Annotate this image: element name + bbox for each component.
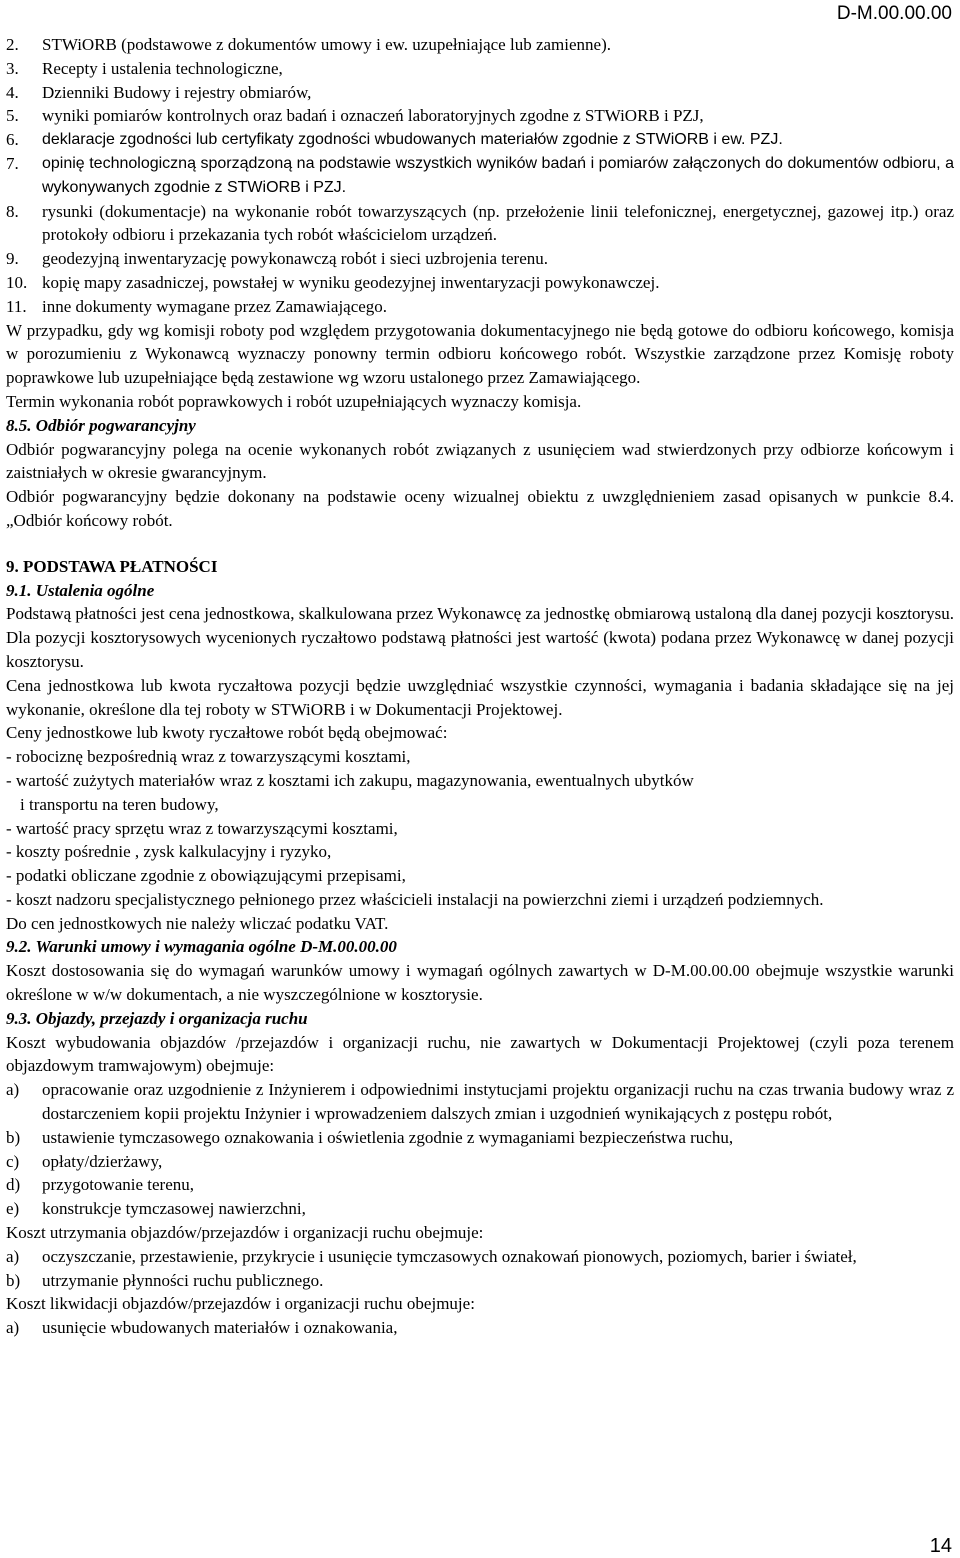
cost-component-item: - wartość zużytych materiałów wraz z kosztami ich zakupu, magazynowania, ewentualnych ubytków	[6, 770, 694, 790]
cost-component-item: - wartość pracy sprzętu wraz z towarzyszącymi kosztami,	[6, 818, 398, 838]
list-item	[6, 1126, 954, 1150]
list-item-text: wyniki pomiarów kontrolnych oraz badań i oznaczeń laboratoryjnych zgodne z STWiORB i PZJ,	[42, 106, 704, 126]
list-item-number: c)	[6, 1151, 20, 1171]
document-code: D-M.00.00.00	[836, 3, 952, 24]
paragraph-contract-conditions: Koszt dostosowania się do wymagań warunków umowy i wymagań ogólnych zawartych w D-M.00.00.00 obejmuje wszystkie warunki określone w w/w dokumentach, a nie wyszczególnione w kosztorysie.	[6, 961, 954, 1005]
paragraph-detour-maintain: Koszt utrzymania objazdów/przejazdów i organizacji ruchu obejmuje:	[6, 1223, 484, 1243]
list-item-number: 7.	[6, 153, 19, 173]
cost-component-item: - koszty pośrednie , zysk kalkulacyjny i ryzyko,	[6, 842, 332, 862]
paragraph-not-ready: W przypadku, gdy wg komisji roboty pod względem przygotowania dokumentacyjnego nie będą gotowe do odbioru końcowego, komisja w porozumieniu z Wykonawcą wyznaczy ponowny termin odbioru końcowego robót. Wszystkie zarządzone przez Komisję roboty poprawkowe lub uzupełniające będą zestawione wg wzoru ustalonego przez Zamawiającego.	[6, 320, 954, 388]
paragraph-payment-basis: Podstawą płatności jest cena jednostkowa, skalkulowana przez Wykonawcę za jednostkę obmiarową ustaloną dla danej pozycji kosztorysu.	[6, 604, 955, 624]
list-item-text: usunięcie wbudowanych materiałów i oznakowania,	[42, 1318, 398, 1338]
list-item-number: 6.	[6, 130, 19, 150]
list-item-number: 10.	[6, 272, 28, 292]
list-item-number: 3.	[6, 58, 19, 78]
list-item-number: b)	[6, 1127, 21, 1147]
paragraph-detour-build: Koszt wybudowania objazdów /przejazdów i organizacji ruchu, nie zawartych w Dokumentacji Projektowej (czyli poza terenem objazdowym tramwajowym) obejmuje:	[6, 1032, 954, 1076]
list-item-number: 11.	[6, 296, 27, 316]
cost-component-item: - podatki obliczane zgodnie z obowiązującymi przepisami,	[6, 866, 406, 886]
detour-build-list	[6, 1078, 954, 1221]
list-item-number: a)	[6, 1080, 20, 1100]
list-item-text: kopię mapy zasadniczej, powstałej w wyniku geodezyjnej inwentaryzacji powykonawczej.	[42, 272, 660, 292]
list-item-number: a)	[6, 1318, 20, 1338]
list-item	[6, 247, 954, 271]
detour-remove-list	[6, 1316, 954, 1340]
heading-9-3: 9.3. Objazdy, przejazdy i organizacja ruchu	[6, 1008, 308, 1028]
paragraph-detour-remove: Koszt likwidacji objazdów/przejazdów i organizacji ruchu obejmuje:	[6, 1294, 475, 1314]
list-item	[6, 104, 954, 128]
page-content	[6, 0, 954, 1340]
list-item-number: 4.	[6, 82, 19, 102]
list-item	[6, 81, 954, 105]
list-item-text: Recepty i ustalenia technologiczne,	[42, 58, 283, 78]
list-item	[6, 152, 954, 200]
list-item-text: rysunki (dokumentacje) na wykonanie robót towarzyszących (np. przełożenie linii telefonicznej, energetycznej, gazowej itp.) oraz protokoły odbioru i przekazania tych robót właścicielom urządzeń.	[42, 201, 954, 245]
list-item-text: oczyszczanie, przestawienie, przykrycie i usunięcie tymczasowych oznakowań pionowych, poziomych, barier i świateł,	[42, 1246, 857, 1266]
paragraph-deadline: Termin wykonania robót poprawkowych i robót uzupełniających wyznaczy komisja.	[6, 391, 582, 411]
paragraph-prices-include: Ceny jednostkowe lub kwoty ryczałtowe robót będą obejmować:	[6, 723, 448, 743]
list-item-text: opracowanie oraz uzgodnienie z Inżynierem i odpowiednimi instytucjami projektu organizacji ruchu na czas trwania budowy wraz z dostarczeniem kopii projektu Inżynier i wprowadzeniem dalszych zmian i uzgodnień wynikających z postępu robót,	[42, 1080, 954, 1124]
list-item-number: b)	[6, 1270, 21, 1290]
list-item-number: e)	[6, 1199, 20, 1219]
list-item	[6, 57, 954, 81]
detour-maintain-list	[6, 1245, 954, 1293]
list-item	[6, 1173, 954, 1197]
list-item	[6, 200, 954, 248]
cost-component-item: - robociznę bezpośrednią wraz z towarzyszącymi kosztami,	[6, 747, 411, 767]
list-item-text: opłaty/dzierżawy,	[42, 1151, 163, 1171]
list-item	[6, 33, 954, 57]
list-item-number: 5.	[6, 106, 19, 126]
paragraph-post-warranty-1: Odbiór pogwarancyjny polega na ocenie wykonanych robót związanych z usunięciem wad stwierdzonych przy odbiorze końcowym i zaistniałych w okresie gwarancyjnym.	[6, 439, 954, 483]
documents-list	[6, 33, 954, 319]
list-item-number: 9.	[6, 249, 19, 269]
heading-8-5: 8.5. Odbiór pogwarancyjny	[6, 415, 196, 435]
list-item-text: geodezyjną inwentaryzację powykonawczą robót i sieci uzbrojenia terenu.	[42, 249, 548, 269]
list-item	[6, 1316, 954, 1340]
list-item-number: 8.	[6, 201, 19, 221]
cost-component-item: - koszt nadzoru specjalistycznego pełnionego przez właścicieli instalacji na powierzchni ziemi i urządzeń podziemnych.	[6, 889, 824, 909]
list-item	[6, 1078, 954, 1126]
list-item-text: inne dokumenty wymagane przez Zamawiającego.	[42, 296, 388, 316]
list-item-text: utrzymanie płynności ruchu publicznego.	[42, 1270, 324, 1290]
page-number: 14	[929, 1535, 952, 1557]
list-item	[6, 1150, 954, 1174]
heading-9: 9. PODSTAWA PŁATNOŚCI	[6, 556, 218, 576]
list-item	[6, 1197, 954, 1221]
paragraph-unit-price: Cena jednostkowa lub kwota ryczałtowa pozycji będzie uwzględniać wszystkie czynności, wymagania i badania składające się na jej wykonanie, określone dla tej roboty w STWiORB i w Dokumentacji Projektowej.	[6, 675, 954, 719]
list-item	[6, 271, 954, 295]
list-item-text: przygotowanie terenu,	[42, 1175, 194, 1195]
list-item-text: ustawienie tymczasowego oznakowania i oświetlenia zgodnie z wymaganiami bezpieczeństwa ruchu,	[42, 1127, 734, 1147]
list-item-number: 2.	[6, 35, 19, 54]
list-item-number: d)	[6, 1175, 21, 1195]
list-item-text: STWiORB (podstawowe z dokumentów umowy i ew. uzupełniające lub zamienne).	[42, 35, 611, 54]
list-item	[6, 128, 954, 152]
paragraph-post-warranty-2: Odbiór pogwarancyjny będzie dokonany na podstawie oceny wizualnej obiektu z uwzględnieniem zasad opisanych w punkcie 8.4. „Odbiór końcowy robót.	[6, 487, 954, 530]
list-item-text: opinię technologiczną sporządzoną na podstawie wszystkich wyników badań i pomiarów załączonych do dokumentów odbioru, a wykonywanych zgodnie z STWiORB i PZJ.	[42, 154, 954, 196]
heading-9-1: 9.1. Ustalenia ogólne	[6, 580, 155, 600]
cost-component-continuation: i transportu na teren budowy,	[20, 794, 219, 814]
list-item	[6, 1245, 954, 1269]
paragraph-vat: Do cen jednostkowych nie należy wliczać podatku VAT.	[6, 913, 389, 933]
heading-9-2: 9.2. Warunki umowy i wymagania ogólne D-M.00.00.00	[6, 937, 397, 957]
list-item	[6, 1269, 954, 1293]
list-item-text: deklaracje zgodności lub certyfikaty zgodności wbudowanych materiałów zgodnie z STWiORB i ew. PZJ.	[42, 131, 783, 149]
paragraph-lump-sum: Dla pozycji kosztorysowych wycenionych ryczałtowo podstawą płatności jest wartość (kwota) podana przez Wykonawcę w danej pozycji kosztorysu.	[6, 628, 954, 671]
list-item	[6, 295, 954, 319]
cost-components-list	[6, 745, 954, 912]
list-item-text: Dzienniki Budowy i rejestry obmiarów,	[42, 82, 312, 102]
list-item-number: a)	[6, 1246, 20, 1266]
list-item-text: konstrukcje tymczasowej nawierzchni,	[42, 1199, 306, 1219]
